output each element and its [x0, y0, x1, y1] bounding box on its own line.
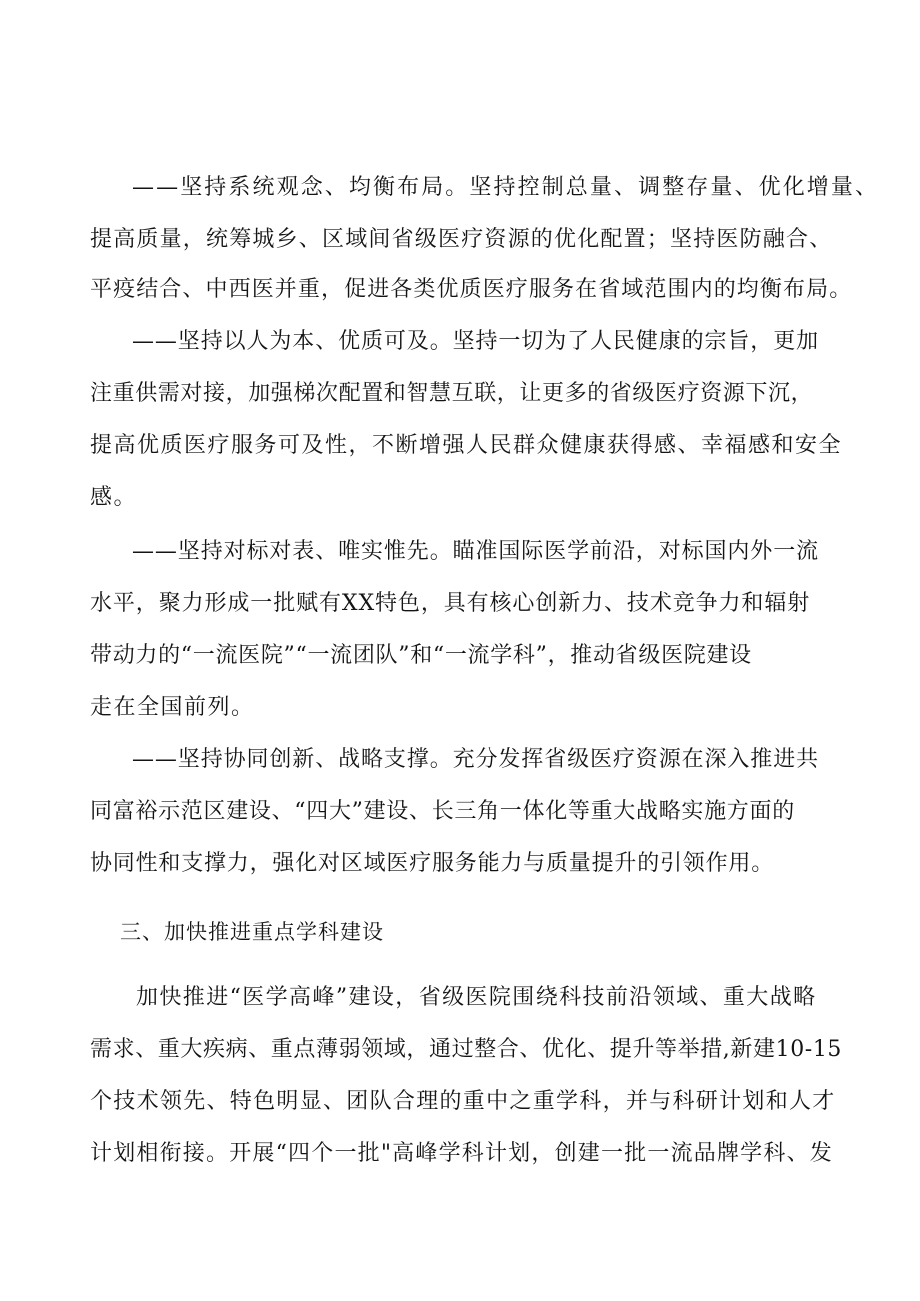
paragraph-4-line-3: 协同性和支撑力，强化对区域医疗服务能力与质量提升的引领作用。 [90, 851, 775, 876]
paragraph-4-line-2: 同富裕示范区建设、“四大”建设、长三角一体化等重大战略实施方面的 [90, 799, 795, 824]
section-heading: 三、加快推进重点学科建设 [120, 920, 384, 944]
paragraph-2-line-3: 提高优质医疗服务可及性，不断增强人民群众健康获得感、幸福感和安全 [90, 433, 843, 458]
paragraph-1-line-1: ——坚持系统观念、均衡布局。坚持控制总量、调整存量、优化增量、 [132, 175, 880, 200]
section-paragraph-line-2: 需求、重大疾病、重点薄弱领域，通过整合、优化、提升等举措,新建10-15 [90, 1037, 843, 1062]
paragraph-2-line-1: ——坚持以人为本、优质可及。坚持一切为了人民健康的宗旨，更加 [132, 329, 820, 354]
paragraph-3-line-2: 水平，聚力形成一批赋有XX特色，具有核心创新力、技术竞争力和辐射 [90, 591, 811, 616]
paragraph-1-line-3: 平疫结合、中西医并重，促进各类优质医疗服务在省域范围内的均衡布局。 [90, 277, 853, 302]
paragraph-2-line-2: 注重供需对接，加强梯次配置和智慧互联，让更多的省级医疗资源下沉， [90, 381, 814, 406]
paragraph-3-line-1: ——坚持对标对表、唯实惟先。瞄准国际医学前沿，对标国内外一流 [132, 539, 820, 564]
paragraph-3-line-3: 带动力的“一流医院”“一流团队”和“一流学科”，推动省级医院建设 [90, 643, 752, 668]
paragraph-2-line-4: 感。 [90, 485, 138, 510]
section-paragraph-line-3: 个技术领先、特色明显、团队合理的重中之重学科，并与科研计划和人才 [90, 1089, 836, 1114]
paragraph-4-line-1: ——坚持协同创新、战略支撑。充分发挥省级医疗资源在深入推进共 [132, 747, 820, 772]
paragraph-3-line-4: 走在全国前列。 [90, 695, 255, 720]
section-paragraph-line-1: 加快推进“医学高峰”建设，省级医院围绕科技前沿领域、重大战略 [136, 985, 817, 1010]
paragraph-1-line-2: 提高质量，统筹城乡、区域间省级医疗资源的优化配置；坚持医防融合、 [90, 227, 833, 252]
section-paragraph-line-4: 计划相衔接。开展“四个一批"高峰学科计划，创建一批一流品牌学科、发 [90, 1141, 833, 1166]
